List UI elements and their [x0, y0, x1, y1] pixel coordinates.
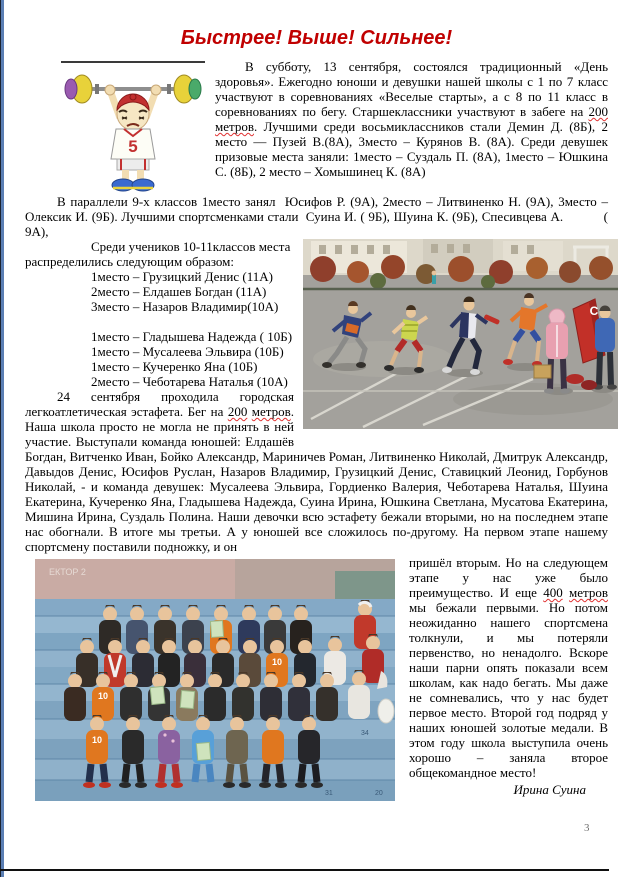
page-left-border — [1, 0, 4, 877]
author-signature: Ирина Суина — [513, 782, 586, 797]
section-health-day — [25, 59, 608, 194]
section-relay-result — [25, 555, 608, 803]
page-bottom-border — [0, 869, 609, 871]
article — [25, 26, 612, 803]
weightlifter-icon — [61, 66, 205, 192]
place-item: 1место – Мусалеева Эльвира (10Б) — [91, 344, 284, 359]
team-group-photo — [35, 559, 395, 801]
place-item: 1место – Грузицкий Денис (11А) — [91, 269, 273, 284]
vest-number: 10 — [271, 657, 283, 667]
clipart-top-rule — [61, 61, 205, 63]
page-title: Быстрее! Выше! Сильнее! — [180, 27, 453, 49]
paragraph-10-11-intro: Среди учеников 10-11классов места распределились следующим образом: — [25, 239, 291, 269]
place-item: 2место – Елдашев Богдан (11А) — [91, 284, 267, 299]
place-item: 1место – Кучеренко Яна (10Б) — [91, 359, 258, 374]
relay-start-photo-image — [303, 239, 618, 429]
svg-text:34: 34 — [361, 730, 369, 737]
svg-text:20: 20 — [375, 790, 383, 797]
vest-number: 10 — [97, 691, 109, 701]
paragraph-9th-grade: В параллели 9-х классов 1место занял Юсифов Р. (9А), 2место – Литвиненко Н. (9А), 3место – Олексик И. (9Б). Лучшими спортсменками стали Суина И. ( 9Б), Шуина К. (9Б), Спесивцева А. ( 9А), — [25, 194, 612, 239]
paragraph-relay-finish: пришёл вторым. Но на следующем этапе у нас уже было преимущество. И еще 400 метров мы бежали первыми. Но потом неожиданно нашего спортсмена толкнули, и мы потеряли первенство, но ненадолго. Вскоре наши парни опять показали всем школам, как надо бегать. Мы даже не сомневались, что у нас будет первое место. Второй год подряд у наших юношей золотые медали. В этом году школа выступила очень хорошо – заняла второе общекомандное место! — [409, 555, 608, 780]
start-banner-letter: С — [589, 304, 599, 318]
paragraph-health-day: В субботу, 13 сентября, состоялся традиционный «День здоровья». Ежегодно юноши и девушки нашей школы с 1 по 7 класс участвуют в соревнованиях «Веселые старты», а с 8 по 11 класс в соревнованиях по бегу. Старшеклассники участвуют в забеге на 200 метров. Лучшими среди восьмиклассников стали Демин Д. (8Б), 2 место — Пузей В.(8А), 3место – Курянов В. (8А). Среди девушек призовые места заняли: 1место – Суздаль П. (8А), 1место – Юшкина С. (8Б), 2 место – Хомышинец К. (8А) — [215, 59, 608, 179]
section-places — [25, 239, 608, 554]
team-group-photo-image — [35, 559, 395, 801]
vest-number: 10 — [91, 735, 103, 745]
place-item: 1место – Гладышева Надежда ( 10Б) — [91, 329, 293, 344]
jersey-number: 5 — [128, 137, 138, 156]
svg-text:31: 31 — [325, 790, 333, 797]
paragraph-city-relay: 24 сентября проходила городская легкоатлетическая эстафета. Бег на 200 метров. Наша школа просто не могла не принять в ней участие. Выступали команда юношей: Елдашёв Богдан, Витченко Иван, Бойко Александр, Мариничев Роман, Литвиненко Николай, Дмитрук Александр, Давыдов Денис, Юсифов Руслан, Назаров Владимир, Грузицкий Денис, Ставицкий Леонид, Горбунов Николай, - и команда девушек: Мусалеева Эльвира, Гордиенко Валерия, Чеботарева Наталья, Шуина Екатерина, Кучеренко Яна, Гладышева Надежда, Суина Ирина, Юшкина Светлана, Мусатова Екатерина, Мишина Ирина, Суздаль Полина. Наши девочки всю эстафету бежали вторыми, но на последнем этапе нас обогнали. В итоге мы третьи. А у юношей все сложилось по-другому. На первом этапе нашему спортсмену поставили подножку, и он — [25, 389, 608, 554]
stadium-sector-sign: ЕКТОР 2 — [49, 567, 86, 577]
place-item: 3место – Назаров Владимир(10А) — [91, 299, 279, 314]
place-item: 2место – Чеботарева Наталья (10А) — [91, 374, 288, 389]
relay-start-photo — [303, 239, 618, 429]
page-number: 3 — [584, 822, 590, 834]
weightlifter-clipart — [61, 61, 205, 192]
